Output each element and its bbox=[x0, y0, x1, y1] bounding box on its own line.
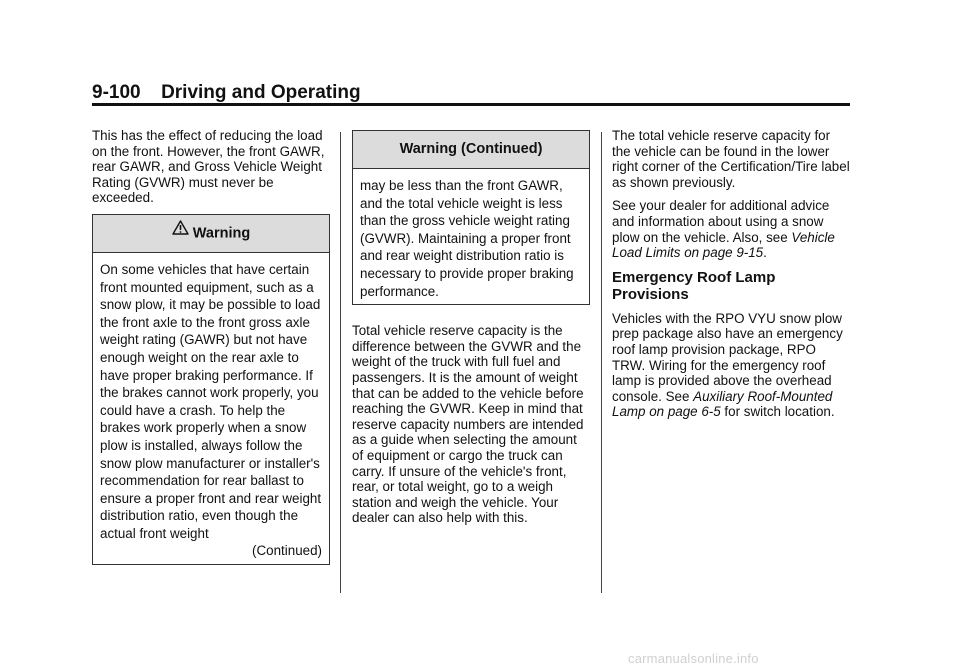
warning-body bbox=[93, 253, 329, 564]
reserve-capacity-paragraph: Total vehicle reserve capacity is the difference between the GVWR and the weight of the truck with full fuel and passengers. It is the amount of weight that can be added to the vehicle before reaching the GVWR. Keep in mind that reserve capacity numbers are intended as a guide when selecting the amount of equipment or cargo the truck can carry. If unsure of the vehicle's front, rear, or total weight, go to a weigh station and weigh the vehicle. Your dealer can also help with this. bbox=[352, 323, 584, 526]
header-rule bbox=[92, 103, 850, 106]
column-divider-1 bbox=[340, 132, 341, 593]
warning-text: On some vehicles that have certain front mounted equipment, such as a snow plow, it may be possible to load the front axle to the front gross axle weight rating (GAWR) but not have enough weight on the rear axle to have proper braking performance. If the brakes cannot work properly, you could have a crash. To help the brakes work properly when a snow plow is installed, always follow the snow plow manufacturer or installer's recommendation for rear ballast to ensure a proper front and rear weight distribution ratio, even though the actual front weight bbox=[100, 261, 322, 541]
roof-lamp-paragraph bbox=[612, 311, 852, 420]
continued-label: (Continued) bbox=[252, 543, 322, 559]
dealer-advice-text: See your dealer for additional advice and information about using a snow plow on the vehicle. Also, see bbox=[612, 198, 830, 245]
watermark: carmanualsonline.info bbox=[628, 651, 759, 666]
intro-paragraph: This has the effect of reducing the load on the front. However, the front GAWR, rear GAWR, and Gross Vehicle Weight Rating (GVWR) must never be exceeded. bbox=[92, 128, 325, 206]
warning-continued-header: Warning (Continued) bbox=[353, 131, 589, 169]
warning-triangle-icon bbox=[172, 213, 189, 250]
dealer-advice-paragraph bbox=[612, 198, 852, 260]
column-divider-2 bbox=[601, 132, 602, 593]
column-2 bbox=[352, 128, 590, 534]
warning-continued-box bbox=[352, 130, 590, 305]
roof-lamp-end: for switch location. bbox=[720, 404, 835, 420]
roof-lamp-text: Vehicles with the RPO VYU snow plow prep package also have an emergency roof lamp provision package, RPO TRW. Wiring for the emergency roof lamp is provided above the overhead console. See bbox=[612, 310, 843, 404]
auxiliary-roof-lamp-link[interactable]: Auxiliary Roof-Mounted Lamp on page 6-5 bbox=[612, 388, 833, 420]
warning-box bbox=[92, 214, 330, 565]
vehicle-load-limits-link[interactable]: Vehicle Load Limits on page 9-15 bbox=[612, 229, 835, 261]
warning-box-header bbox=[93, 215, 329, 253]
column-3 bbox=[612, 128, 852, 428]
dealer-advice-end: . bbox=[763, 245, 767, 261]
page-number: 9-100 bbox=[92, 82, 141, 103]
reserve-capacity-location-paragraph: The total vehicle reserve capacity for the vehicle can be found in the lower right corner of the Certification/Tire label as shown previously. bbox=[612, 128, 850, 190]
warning-continued-body: may be less than the front GAWR, and the total vehicle weight is less than the gross vehicle weight rating (GVWR). Maintaining a proper front and rear weight distribution ratio is necessary to provide proper braking performance. bbox=[360, 178, 574, 299]
column-1 bbox=[92, 128, 330, 565]
warning-title: Warning bbox=[192, 225, 251, 242]
emergency-roof-lamp-heading: Emergency Roof Lamp Provisions bbox=[612, 268, 776, 303]
section-title: Driving and Operating bbox=[161, 82, 361, 103]
